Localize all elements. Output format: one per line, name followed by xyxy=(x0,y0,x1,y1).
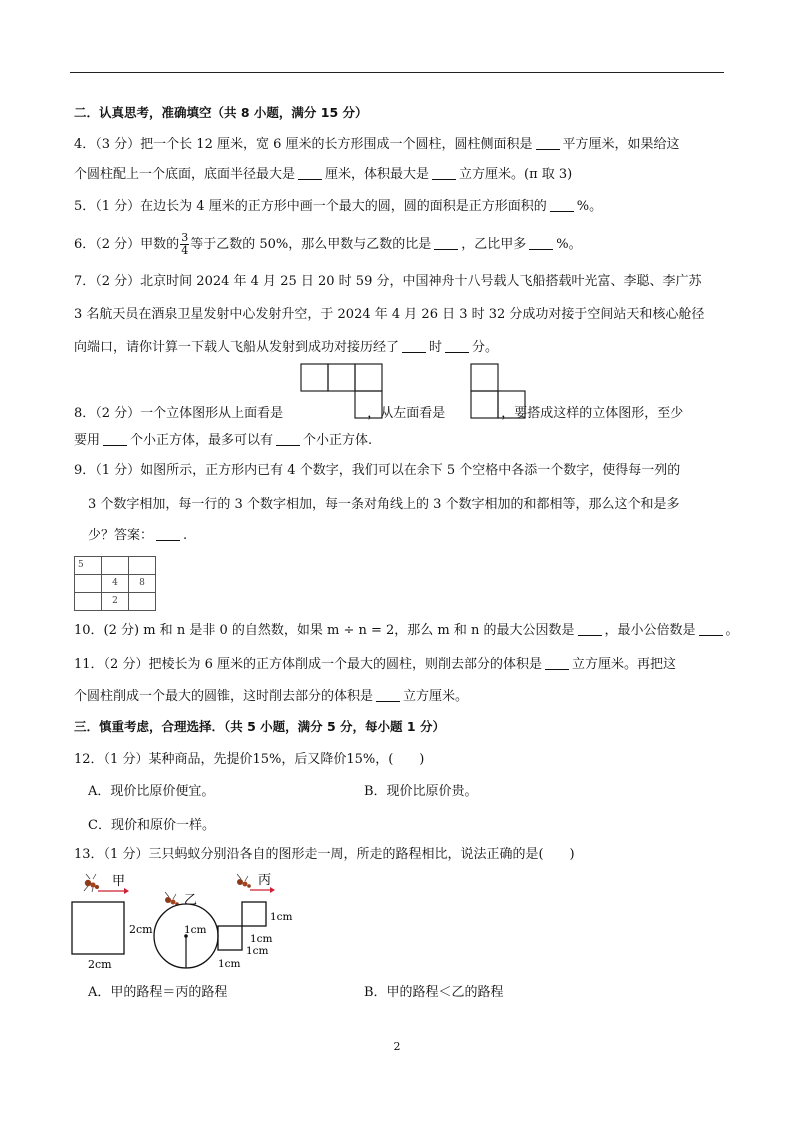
magic-square-grid xyxy=(74,556,156,611)
section2-heading: 二．认真思考，准确填空（共 8 小题，满分 15 分） xyxy=(74,105,368,120)
q4-text-1a: 4．（3 分）把一个长 12 厘米，宽 6 厘米的长方形围成一个圆柱，圆柱侧面积是 xyxy=(74,137,533,152)
answer-blank[interactable] xyxy=(578,623,602,636)
label-square-bottom: 2cm xyxy=(88,958,112,971)
label-jia: 甲 xyxy=(112,874,126,889)
grid-cell-value: 2 xyxy=(112,596,118,606)
ant-paths-figure xyxy=(66,870,316,974)
q8-text-c: ，要搭成这样的立体图形，至少 xyxy=(501,406,684,421)
q6-text-a: 6．（2 分）甲数的 xyxy=(74,237,180,252)
grid-cell[interactable] xyxy=(75,575,102,593)
label-bing-a: 1cm xyxy=(270,911,293,923)
answer-blank[interactable] xyxy=(545,657,569,670)
question-11-line-2 xyxy=(74,688,468,706)
answer-blank[interactable] xyxy=(376,689,400,702)
question-7-line-3 xyxy=(74,339,498,357)
grid-cell[interactable] xyxy=(75,593,102,611)
q11-text-2a: 个圆柱削成一个最大的圆锥，这时削去部分的体积是 xyxy=(74,689,374,704)
label-bing-b: 1cm xyxy=(250,933,273,945)
q8-text-2b: 个小正方体，最多可以有 xyxy=(130,433,274,448)
q11-text-1a: 11．（2 分）把棱长为 6 厘米的正方体削成一个最大的圆柱，则削去部分的体积是 xyxy=(74,657,542,672)
question-8-line-1 xyxy=(74,405,683,423)
grid-cell[interactable] xyxy=(102,575,129,593)
label-yi: 乙 xyxy=(184,893,198,908)
q9-text-3a: 少？答案： xyxy=(88,528,154,543)
q6-text-c: ，乙比甲多 xyxy=(461,237,527,252)
q4-text-1b: 平方厘米，如果给这 xyxy=(562,137,680,152)
question-8-line-2 xyxy=(74,432,372,450)
fraction-numerator: 3 xyxy=(181,231,189,244)
ant-icon xyxy=(165,892,179,906)
label-bing: 丙 xyxy=(258,873,272,888)
q10-text-a: 10．(2 分) m 和 n 是非 0 的自然数，如果 m ÷ n = 2，那么 m 和 n 的最大公因数是 xyxy=(74,623,575,638)
answer-blank[interactable] xyxy=(550,199,574,212)
q11-text-1b: 立方厘米。再把这 xyxy=(571,657,676,672)
option-b[interactable]: B．现价比原价贵。 xyxy=(364,784,478,799)
label-square-side: 2cm xyxy=(129,923,153,936)
page-number: 2 xyxy=(393,1040,401,1053)
q4-text-2a: 个圆柱配上一个底面，底面半径最大是 xyxy=(74,167,296,182)
grid-cell[interactable] xyxy=(102,557,129,575)
answer-blank[interactable] xyxy=(402,340,426,353)
q7-text-3a: 向端口，请你计算一下载人飞船从发射到成功对接历经了 xyxy=(74,340,400,355)
q9-text-3b: . xyxy=(183,528,188,543)
grid-cell[interactable] xyxy=(129,557,156,575)
option-b[interactable]: B．甲的路程＜乙的路程 xyxy=(364,985,504,1000)
answer-blank[interactable] xyxy=(529,237,553,250)
ant-icon xyxy=(84,874,99,892)
ant-icon xyxy=(237,874,251,888)
q5-text-a: 5．（1 分）在边长为 4 厘米的正方形中画一个最大的圆，圆的面积是正方形面积的 xyxy=(74,199,547,214)
label-bing-c: 1cm xyxy=(246,945,269,957)
question-6 xyxy=(74,232,582,257)
answer-blank[interactable] xyxy=(156,528,180,541)
q10-text-b: ，最小公倍数是 xyxy=(604,623,696,638)
question-11-line-1 xyxy=(74,656,676,674)
q10-text-c: 。 xyxy=(725,623,739,638)
answer-blank[interactable] xyxy=(434,237,458,250)
answer-blank[interactable] xyxy=(699,623,723,636)
q8-text-2a: 要用 xyxy=(74,433,101,448)
header-rule xyxy=(70,72,724,73)
question-12-stem: 12．（1 分）某种商品，先提价15%，后又降价15%，( ) xyxy=(74,752,425,767)
grid-cell[interactable] xyxy=(75,557,102,575)
q6-text-b: 等于乙数的 50%，那么甲数与乙数的比是 xyxy=(190,237,432,252)
q7-text-3b: 时 xyxy=(429,340,443,355)
label-bing-d: 1cm xyxy=(218,958,241,970)
option-c[interactable]: C．现价和原价一样。 xyxy=(88,818,215,833)
fraction-denominator: 4 xyxy=(181,244,189,257)
section3-heading: 三．慎重考虑，合理选择．（共 5 小题，满分 5 分，每小题 1 分） xyxy=(74,719,445,734)
fraction-three-quarters xyxy=(180,232,189,257)
answer-blank[interactable] xyxy=(298,167,322,180)
q8-text-a: 8．（2 分）一个立体图形从上面看是 xyxy=(74,406,284,421)
answer-blank[interactable] xyxy=(536,137,560,150)
grid-cell[interactable] xyxy=(129,593,156,611)
question-9-line-1: 9．（1 分）如图所示，正方形内已有 4 个数字，我们可以在余下 5 个空格中各添一个数字，使得每一列的 xyxy=(74,463,681,478)
question-9-line-2: 3 个数字相加，每一行的 3 个数字相加，每一条对角线上的 3 个数字相加的和都相等，那么这个和是多 xyxy=(88,497,680,512)
answer-blank[interactable] xyxy=(103,433,127,446)
q7-text-3c: 分。 xyxy=(472,340,499,355)
option-a[interactable]: A．现价比原价便宜。 xyxy=(88,784,215,799)
grid-cell[interactable] xyxy=(129,575,156,593)
grid-cell-value: 5 xyxy=(78,560,84,570)
q11-text-2b: 立方厘米。 xyxy=(403,689,469,704)
grid-cell[interactable] xyxy=(102,593,129,611)
square-path xyxy=(72,902,124,954)
option-a[interactable]: A．甲的路程＝丙的路程 xyxy=(88,985,228,1000)
question-4-line-2 xyxy=(74,166,572,184)
grid-cell-value: 4 xyxy=(112,578,118,588)
q5-text-b: %。 xyxy=(576,199,603,214)
q4-text-2b: 厘米，体积最大是 xyxy=(325,167,430,182)
question-7-line-2: 3 名航天员在酒泉卫星发射中心发射升空，于 2024 年 4 月 26 日 3 时 32 分成功对接于空间站天和核心舱径 xyxy=(74,307,705,322)
grid-cell-value: 8 xyxy=(139,578,145,588)
q8-text-b: ，从左面看是 xyxy=(367,406,446,421)
answer-blank[interactable] xyxy=(432,167,456,180)
question-13-stem: 13．（1 分）三只蚂蚁分别沿各自的图形走一周，所走的路程相比，说法正确的是( ) xyxy=(74,847,575,862)
q8-text-2c: 个小正方体. xyxy=(303,433,373,448)
answer-blank[interactable] xyxy=(445,340,469,353)
question-10 xyxy=(74,622,739,640)
question-9-line-3 xyxy=(88,527,187,545)
q6-text-d: %。 xyxy=(556,237,582,252)
q4-text-2c: 立方厘米。(π 取 3) xyxy=(459,167,573,182)
answer-blank[interactable] xyxy=(276,433,300,446)
label-radius: 1cm xyxy=(184,924,207,936)
question-5 xyxy=(74,198,602,216)
question-4-line-1 xyxy=(74,136,680,154)
question-7-line-1: 7．（2 分）北京时间 2024 年 4 月 25 日 20 时 59 分，中国神舟十八号载人飞船搭载叶光富、李聪、李广苏 xyxy=(74,274,702,289)
